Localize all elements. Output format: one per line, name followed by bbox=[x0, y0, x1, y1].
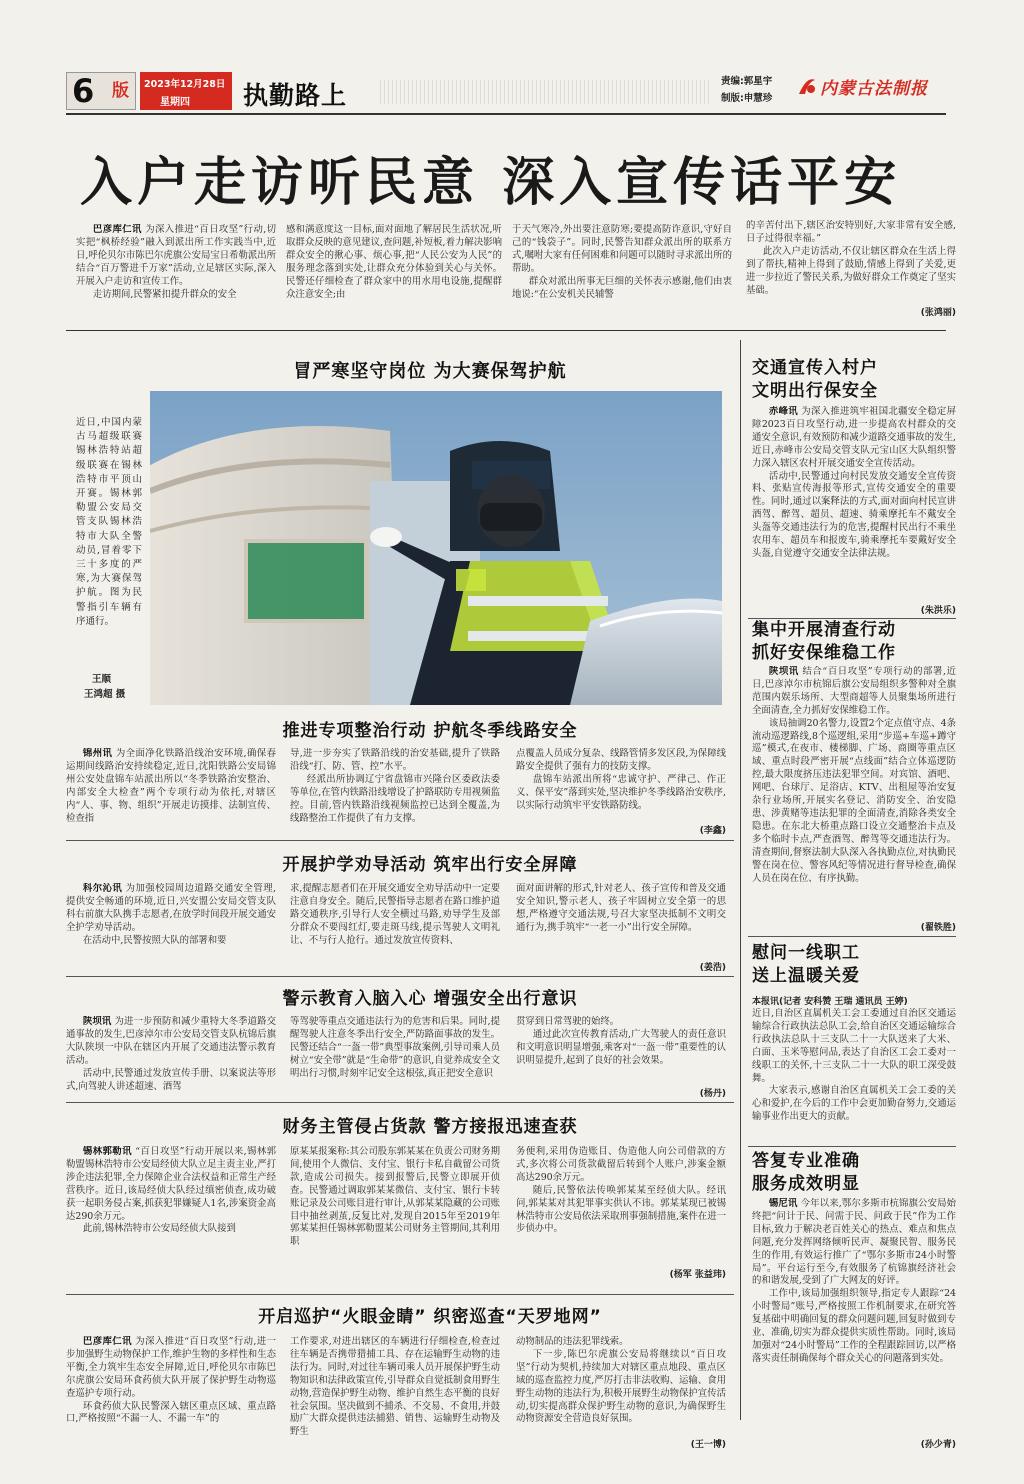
article2-byline: (李鑫) bbox=[699, 826, 726, 836]
side3-rule bbox=[748, 1146, 956, 1147]
editor-credit: 责编:郭星宇 bbox=[721, 76, 773, 87]
article5-col1: 锡林郭勒讯 “百日攻坚”行动开展以来,锡林郭勒盟锡林浩特市公安局经侦大队立足主责主业,严打涉企违法犯罪,全力保障企业合法权益和正常生产经营秩序。近日,该局经侦大队经过缜密侦查,成功破获一起职务侵占案,抓获犯罪嫌疑人1名,涉案资金高达290余万元。 此前,锡林浩特市公安局经侦大队接到 bbox=[66, 1146, 276, 1235]
article2-title: 推进专项整治行动 护航冬季线路安全 bbox=[282, 721, 578, 741]
producer-credit: 制版:申慧珍 bbox=[721, 93, 773, 104]
dateline: 巴彦库仁讯 bbox=[92, 224, 142, 235]
article3-col2: 求,提醒志愿者们在开展交通安全劝导活动中一定要注意自身安全。随后,民警指导志愿者在路口维护道路交通秩序,引导行人安全横过马路,劝导学生及部分群众不要闯红灯,要走斑马线,提示驾驶人文明礼让、不与行人抢行。通过发放宣传资料、 bbox=[290, 883, 500, 946]
article4-col2: 等驾驶等重点交通违法行为的危害和后果。同时,提醒驾驶人注意冬季出行安全,严防路面事故的发生。民警还结合“一盔一带”典型事故案例,引导司乘人员树立“安全带”就是“生命带”的意识,自觉养成安全文明出行习惯,时刻牢记安全这根弦,真正把安全意识 bbox=[290, 1016, 500, 1079]
photo-credit-1: 王顺 bbox=[92, 674, 112, 685]
page-suffix: 版 bbox=[112, 81, 129, 101]
article5-title: 财务主管侵占货款 警方接报迅速查获 bbox=[282, 1117, 578, 1137]
main-headline: 入户走访听民意 深入宣传话平安 bbox=[80, 152, 902, 213]
article3-col3: 面对面讲解的形式,针对老人、孩子宣传和普及交通安全知识,警示老人、孩子牢固树立安全第一的思想,严格遵守交通法规,号召大家坚决抵制不文明交通行为,携手筑牢“一老一小”出行安全屏障。 bbox=[516, 883, 726, 933]
side2-rule bbox=[748, 936, 956, 937]
article6-col3: 动物制品的违法犯罪线索。 下一步,陈巴尔虎旗公安局将继续以“百日攻坚”行动为契机,持续加大对辖区重点地段、重点区域的巡查监控力度,严厉打击非法收购、运输、食用野生动物的违法行为,积极开展野生动物保护宣传活动,切实提高群众保护野生动物的意识,为确保野生动物资源安全营造良好氛围。 bbox=[516, 1336, 726, 1425]
article4-col1: 陕坝讯 为进一步预防和减少重特大冬季道路交通事故的发生,巴彦淖尔市公安局交管支队杭锦后旗大队陕坝一中队在辖区内开展了交通违法警示教育活动。 活动中,民警通过发放宣传手册、以案说法等形式,向驾驶人讲述超速、酒驾 bbox=[66, 1016, 276, 1092]
side4-body: 锡尼讯 今年以来,鄂尔多斯市杭锦旗公安局始终把“问计于民、问需于民、问政于民”作为工作目标,致力于解决老百姓关心的热点、难点和焦点问题,充分发挥网络倾听民声、凝聚民智、服务民生的作用,有效运行推广了“鄂尔多斯市24小时警局”。平台运行至今,有效服务了杭锦旗经济社会的和谐发展,受到了广大网友的好评。 工作中,该局加强组织领导,指定专人跟踪“24小时警局”账号,严格按照工作机制要求,在研究答复基础中明确回复的群众问题问题,回复时做到专业、准确,切实为群众提供实质性帮助。同时,该局加强对“24小时警局”工作的全程跟踪回访,以严格落实责任制确保每个群众关心的问题落到实处。 bbox=[752, 1198, 956, 1364]
side3-author: 本报讯(记者 安科赞 王瑞 通讯员 王婷) bbox=[752, 997, 908, 1007]
article3-byline: (姜浩) bbox=[699, 963, 726, 973]
top-article-col1: 巴彦库仁讯 为深入推进“百日攻坚”行动,切实把“枫桥经验”融入到派出所工作实践当中,近日,呼伦贝尔市陈巴尔虎旗公安局宝日希勒派出所结合“百万警进千万家”活动,立足辖区实际,深入开展入户走访和宣传工作。 走访期间,民警紧扣提升群众的安全 bbox=[76, 224, 276, 300]
side4-byline: (孙少青) bbox=[920, 1440, 956, 1450]
article2-col2: 导,进一步夯实了铁路沿线的治安基础,提升了铁路沿线“打、防、管、控”水平。 经派出所协调辽宁省盘锦市兴隆台区委政法委等单位,在管内铁路沿线增设了护路联防专用视频监控。目前,管内铁路沿线视频监控已达到全覆盖,为线路整治工作提供了有力支撑。 bbox=[290, 748, 500, 824]
top-article-byline: (张鸿丽) bbox=[920, 308, 956, 318]
article5-rule bbox=[66, 1294, 734, 1295]
article5-col3: 务便利,采用伪造账目、伪造他人向公司借款的方式,多次将公司货款截留后转到个人账户,涉案金额高达290余万元。 随后,民警依法传唤郭某某至经侦大队。经讯问,郭某某对其犯罪事实供认不讳。郭某某现已被锡林浩特市公安局依法采取刑事强制措施,案件在进一步侦办中。 bbox=[516, 1146, 726, 1235]
side2-body: 陕坝讯 结合“百日攻坚”专项行动的部署,近日,巴彦淖尔市杭锦后旗公安局组织多警种对全旗范围内娱乐场所、大型商超等人员聚集场所进行全面清查,全力抓好安保维稳工作。 该局抽调20名警力,设置2个定点值守点、4条流动巡逻路线,8个巡逻组,采用“步巡+车巡+蹲守巡”模式,在夜市、楼梯脚、广场、商圈等重点区域、重点时段严密开展“点线面”结合立体巡逻防控,最大限度挤压违法犯罪空间。对宾馆、酒吧、网吧、台球厅、足浴店、KTV、出租屋等治安复杂行业场所,开展实名登记、消防安全、治安隐患、涉黄赌等违法犯罪的全面清查,消除各类安全隐患。在东北大桥重点路口设立交通整治卡点及多个临时卡点,严查酒驾、醉驾等交通违法行为。清查期间,督察法制大队深入各执勤点位,对执勤民警在岗在位、警容风纪等情况进行督导检查,确保人员在岗在位、有序执勤。 bbox=[752, 666, 956, 884]
side1-body: 赤峰讯 为深入推进筑牢祖国北疆安全稳定屏障2023百日攻坚行动,进一步提高农村群众的交通安全意识,有效预防和减少道路交通事故的发生,近日,赤峰市公安局交管支队元宝山区大队组织警力深入辖区农村开展交通安全宣传活动。 活动中,民警通过向村民发放交通安全宣传资料、张贴宣传海报等形式,宣传交通安全的重要性。同时,通过以案释法的方式,面对面向村民宣讲酒驾、醉驾、超员、超速、骑乘摩托车不戴安全头盔等交通违法行为的危害,提醒村民出行不乘坐农用车、超员车和报废车,骑乘摩托车要戴好安全头盔,自觉遵守交通安全法律法规。 bbox=[752, 406, 956, 559]
article3-col1: 科尔沁讯 为加强校园周边道路交通安全管理,提供安全畅通的环境,近日,兴安盟公安局交管支队科右前旗大队携手志愿者,在放学时间段开展交通安全护学劝导活动。 在活动中,民警按照大队的部署和要 bbox=[66, 883, 276, 946]
section-name: 执勤路上 bbox=[243, 81, 348, 110]
top-article-col4: 的辛苦付出下,辖区治安特别好,大家非常有安全感,日子过得很幸福。” 此次入户走访活动,不仅让辖区群众在生活上得到了帮扶,精神上得到了鼓励,情感上得到了关爱,更进一步拉近了警民关系,为做好群众工作奠定了坚实基础。 bbox=[746, 220, 956, 296]
header-rule bbox=[66, 113, 946, 115]
side3-body: 近日,自治区直属机关工会工委通过自治区交通运输综合行政执法总队工会,给自治区交通运输综合行政执法总队十三支队二十一大队送来了大米、白面、玉米等慰问品,表达了自治区工会工委对一线职工的关怀,十三支队二十一大队的职工深受鼓舞。 大家表示,感谢自治区直属机关工会工委的关心和爱护,在今后的工作中会更加勤奋努力,交通运输事业作出更大的贡献。 bbox=[752, 1008, 956, 1123]
paper-name: 内蒙古法制报 bbox=[820, 79, 928, 99]
article4-col3: 贯穿到日常驾驶的始终。 通过此次宣传教育活动,广大驾驶人的责任意识和文明意识明显增强,乘客对“一盔一带”重要性的认识明显提升,起到了良好的社会效果。 bbox=[516, 1016, 726, 1066]
top-article-col3: 于天气寒冷,外出要注意防寒;要提高防诈意识,守好自己的“钱袋子”。同时,民警告知群众派出所的联系方式,嘱咐大家有任何困难和问题可以随时寻求派出所的帮助。 群众对派出所事无巨细的关怀表示感谢,他们由衷地说:“在公安机关民辅警 bbox=[512, 224, 732, 300]
paper-logo-icon bbox=[796, 74, 818, 98]
article3-title: 开展护学劝导活动 筑牢出行安全屏障 bbox=[282, 855, 578, 875]
article2-col1: 锦州讯 为全面净化铁路沿线治安环境,确保春运期间线路治安持续稳定,近日,沈阳铁路公安局锦州公安处盘锦车站派出所以“冬季铁路治安整治、内部安全大检查”两个专项行动为依托,对辖区内“人、事、物、组织”开展走访摸排、法制宣传、检查指 bbox=[66, 748, 276, 824]
article2-rule bbox=[66, 840, 734, 841]
side3-title: 慰问一线职工 送上温暖关爱 bbox=[752, 943, 860, 986]
article3-rule bbox=[66, 976, 734, 977]
article6-col1: 巴彦库仁讯 为深入推进“百日攻坚”行动,进一步加强野生动物保护工作,维护生物的多样性和生态平衡,全力筑牢生态安全屏障,近日,呼伦贝尔市陈巴尔虎旗公安局环食药侦大队开展了保护野生动物巡查巡护专项行动。 环食药侦大队民警深入辖区重点区域、重点路口,严格按照“不漏一人、不漏一车”的 bbox=[66, 1336, 276, 1425]
article4-rule bbox=[66, 1102, 734, 1103]
side1-title: 交通宣传入村户 文明出行保安全 bbox=[752, 358, 878, 401]
article6-col2: 工作要求,对进出辖区的车辆进行仔细检查,检查过往车辆是否携带猎捕工具、存在运输野生动物的违法行为。同时,对过往车辆司乘人员开展保护野生动物知识和法律政策宣传,引导群众自觉抵制食用野生动物,营造保护野生动物、维护自然生态平衡的良好社会氛围。坚决做到不捕杀、不交易、不食用,并鼓励广大群众提供违法捕猎、销售、运输野生动物及野生 bbox=[290, 1336, 500, 1438]
side4-title: 答复专业准确 服务成效明显 bbox=[752, 1151, 860, 1194]
side2-byline: (翟铁胜) bbox=[920, 923, 956, 933]
article5-col2: 原某某报案称:其公司股东郭某某在负责公司财务期间,使用个人微信、支付宝、银行卡私自截留公司货款,造成公司损失。接到报警后,民警立即展开侦查。民警通过调取郭某某微信、支付宝、银行卡转账记录及公司账目进行审计,从郭某某隐藏的公司账目中抽丝剥茧,反复比对,发现自2015年至2019年郭某某担任锡林郭勒盟某公司财务主管期间,其利用职 bbox=[290, 1146, 500, 1248]
side1-byline: (朱洪乐) bbox=[920, 606, 956, 616]
column-divider-right bbox=[740, 340, 741, 1420]
top-article-col2: 感和满意度这一目标,面对面地了解居民生活状况,听取群众反映的意见建议,查问题,补短板,着力解决影响群众安全的揪心事、烦心事,把“人民公安为人民”的服务理念落到实处,让群众充分体验到关心与关怀。民警还仔细检查了群众家中的用水用电设施,提醒群众注意安全;由 bbox=[286, 224, 502, 300]
article4-byline: (杨丹) bbox=[699, 1089, 726, 1099]
photo-credit-2: 王鸿超 摄 bbox=[84, 689, 126, 700]
article5-byline: (杨军 张益玮) bbox=[669, 1270, 726, 1280]
article6-title: 开启巡护“火眼金睛” 织密巡查“天罗地网” bbox=[258, 1307, 602, 1327]
article2-col3: 点覆盖人员成分复杂、线路管情多发区段,为保障线路安全提供了强有力的技防支撑。 盘锦车站派出所将“忠诚守护、严律己、作正义、保平安”落到实处,坚决维护冬季线路治安秩序,以实际行动筑牢平安铁路防线。 bbox=[516, 748, 726, 811]
article4-title: 警示教育入脑入心 增强安全出行意识 bbox=[282, 989, 578, 1009]
issue-weekday: 星期四 bbox=[160, 97, 190, 108]
photo-section-title: 冒严寒坚守岗位 为大赛保驾护航 bbox=[293, 361, 567, 382]
news-photo bbox=[150, 391, 722, 705]
page-number: 6 bbox=[72, 72, 95, 110]
header-divider bbox=[380, 80, 710, 104]
issue-date: 2023年12月28日 bbox=[144, 79, 226, 90]
top-article-rule bbox=[66, 330, 946, 331]
side2-title: 集中开展清查行动 抓好安保维稳工作 bbox=[752, 620, 896, 663]
article6-byline: (王一博) bbox=[690, 1440, 726, 1450]
photo-caption: 近日,中国内蒙古马超级联赛锡林浩特站超级联赛在锡林浩特市平顶山开赛。锡林郭勒盟公安局交管支队锡林浩特市大队全警动员,冒着零下三十多度的严寒,为大赛保驾护航。图为民警指引车辆有序通行。 bbox=[76, 417, 142, 627]
